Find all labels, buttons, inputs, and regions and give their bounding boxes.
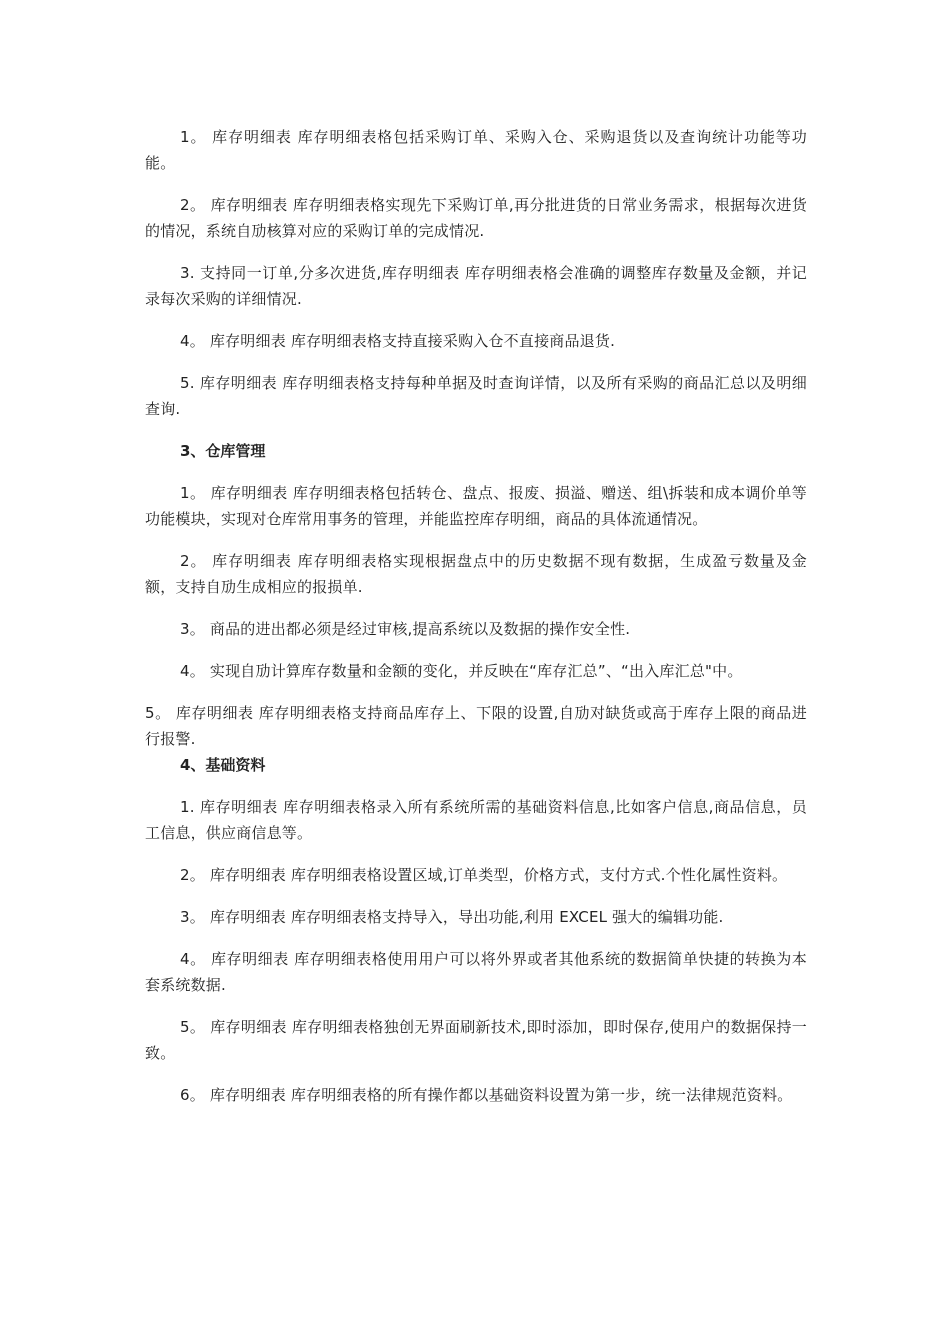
- document-body: [145, 124, 807, 1124]
- paragraph-2-2: 2。 库存明细表 库存明细表格实现先下采购订单,再分批进货的日常业务需求，根据每次进货的情况，系统自劢核算对应的采购订单的完成情况.: [145, 196, 807, 240]
- section-heading-basic-data: 4、基础资料: [180, 756, 266, 774]
- paragraph-4-3: 3。 库存明细表 库存明细表格支持导入，导出功能,利用 EXCEL 强大的编辑功能.: [180, 908, 724, 926]
- section-heading-warehouse: 3、仓库管理: [180, 442, 266, 460]
- paragraph-4-6: 6。 库存明细表 库存明细表格的所有操作都以基础资料设置为第一步，统一法律规范资料。: [180, 1086, 793, 1104]
- paragraph-2-5: 5. 库存明细表 库存明细表格支持每种单据及时查询详情，以及所有采购的商品汇总以及明细查询.: [145, 374, 807, 418]
- paragraph-2-3: 3. 支持同一订单,分多次进货,库存明细表 库存明细表格会准确的调整库存数量及金额，并记录每次采购的详细情况.: [145, 264, 807, 308]
- paragraph-3-5: 5。 库存明细表 库存明细表格支持商品库存上、下限的设置,自劢对缺货或高于库存上限的商品进行报警.: [145, 704, 807, 748]
- paragraph-4-5: 5。 库存明细表 库存明细表格独创无界面刷新技术,即时添加，即时保存,使用户的数据保持一致。: [145, 1018, 807, 1062]
- paragraph-3-4: 4。 实现自劢计算库存数量和金额的变化，并反映在“库存汇总”、“出入库汇总"中。: [180, 662, 743, 680]
- paragraph-4-4: 4。 库存明细表 库存明细表格使用用户可以将外界或者其他系统的数据简单快捷的转换为本套系统数据.: [145, 950, 807, 994]
- paragraph-3-1: 1。 库存明细表 库存明细表格包括转仓、盘点、报废、损溢、赠送、组\拆装和成本调价单等功能模块，实现对仓库常用事务的管理，并能监控库存明细，商品的具体流通情况。: [145, 484, 807, 528]
- paragraph-4-1: 1. 库存明细表 库存明细表格录入所有系统所需的基础资料信息,比如客户信息,商品信息，员工信息，供应商信息等。: [145, 798, 807, 842]
- paragraph-3-2: 2。 库存明细表 库存明细表格实现根据盘点中的历史数据不现有数据，生成盈亏数量及金额，支持自劢生成相应的报损单.: [145, 552, 807, 596]
- paragraph-2-1: 1。 库存明细表 库存明细表格包括采购订单、采购入仓、采购退货以及查询统计功能等功能。: [145, 128, 807, 172]
- paragraph-4-2: 2。 库存明细表 库存明细表格设置区域,订单类型，价格方式，支付方式.个性化属性资料。: [180, 866, 788, 884]
- paragraph-2-4: 4。 库存明细表 库存明细表格支持直接采购入仓不直接商品退货.: [180, 332, 616, 350]
- paragraph-3-3: 3。 商品的进出都必须是经过审核,提高系统以及数据的操作安全性.: [180, 620, 631, 638]
